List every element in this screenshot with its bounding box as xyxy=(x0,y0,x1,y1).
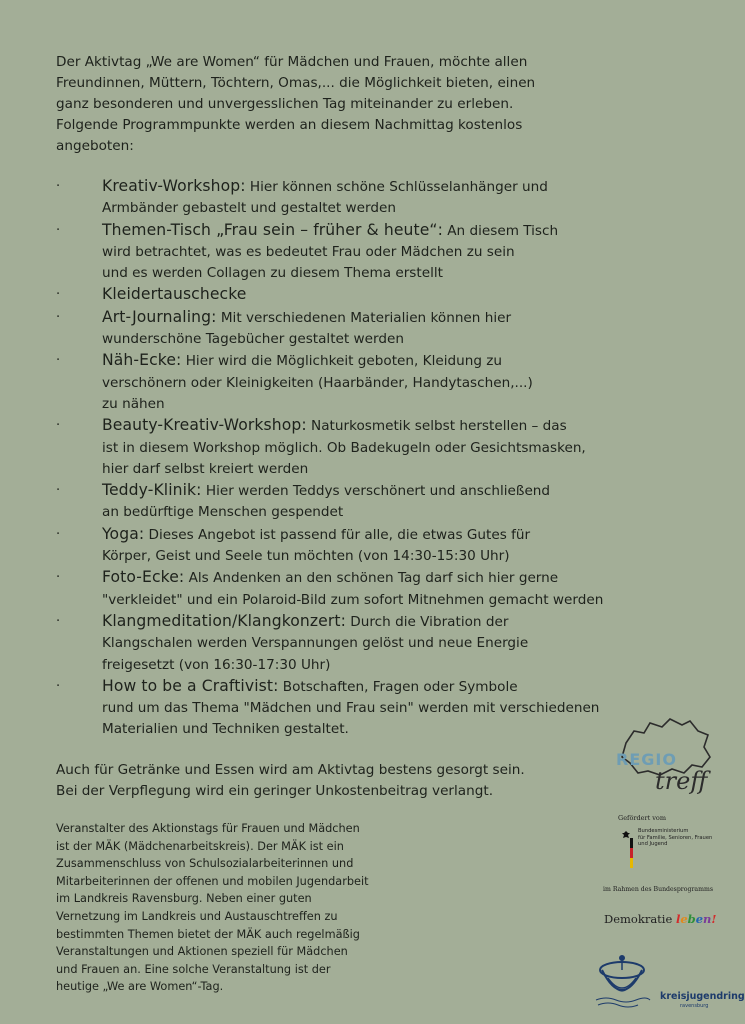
program-item-title: Beauty-Kreativ-Workshop: xyxy=(102,416,307,435)
program-item-text: ist in diesem Workshop möglich. Ob Badekugeln oder Gesichtsmasken, xyxy=(102,439,586,456)
intro-line: angeboten: xyxy=(56,138,134,154)
program-item xyxy=(56,524,616,568)
program-item-text: Mit verschiedenen Materialien können hier xyxy=(216,309,512,326)
bmfsfj-line: Bundesministerium xyxy=(638,828,689,834)
program-item-text: An diesem Tisch xyxy=(442,222,559,239)
bmfsfj-text xyxy=(638,828,724,848)
kreisjugendring-logo-icon xyxy=(592,950,652,1010)
bullet-marker: · xyxy=(56,287,61,303)
program-item-title: Foto-Ecke: xyxy=(102,568,185,587)
program-item-text: wird betrachtet, was es bedeutet Frau oder Mädchen zu sein xyxy=(102,243,515,260)
bullet-marker: · xyxy=(56,222,61,238)
bullet-marker: · xyxy=(56,353,61,369)
eagle-icon xyxy=(622,831,630,839)
program-item-title: Art-Journaling: xyxy=(102,307,217,326)
program-item-text: und es werden Collagen zu diesem Thema erstellt xyxy=(102,265,443,282)
program-item-text: Hier werden Teddys verschönert und anschließend xyxy=(201,483,551,500)
flag-bar xyxy=(630,838,633,868)
bullet-marker: · xyxy=(56,309,61,325)
kreisjugendring-subtext: ravensburg xyxy=(680,1003,709,1009)
bullet-marker: · xyxy=(56,483,61,499)
closing-line: Bei der Verpflegung wird ein geringer Unkostenbeitrag verlangt. xyxy=(56,783,494,799)
bullet-marker: · xyxy=(56,526,61,542)
program-item-title: Yoga: xyxy=(102,524,145,543)
program-item xyxy=(56,480,616,524)
organizer-line: Mitarbeiterinnen der offenen und mobilen Jugendarbeit xyxy=(56,874,369,888)
program-item xyxy=(56,350,616,415)
program-list xyxy=(56,176,616,741)
organizer-line: und Frauen an. Eine solche Veranstaltung ist der xyxy=(56,962,331,976)
program-item-title: Kleidertauschecke xyxy=(102,285,247,304)
program-item-title: Näh-Ecke: xyxy=(102,351,182,370)
program-item-title: Teddy-Klinik: xyxy=(102,481,202,500)
program-item-text: Dieses Angebot ist passend für alle, die etwas Gutes für xyxy=(144,526,531,543)
bmfsfj-line: für Familie, Senioren, Frauen xyxy=(638,834,713,841)
bullet-marker: · xyxy=(56,179,61,194)
intro-line: Der Aktivtag „We are Women“ für Mädchen und Frauen, möchte allen xyxy=(56,54,528,70)
intro-line: Folgende Programmpunkte werden an diesem Nachmittag kostenlos xyxy=(56,117,523,133)
program-item xyxy=(56,611,616,676)
organizer-line: bestimmten Themen bietet der MÄK auch regelmäßig xyxy=(56,927,360,941)
program-item xyxy=(56,176,616,220)
program-item xyxy=(56,220,616,285)
leben-text: leben! xyxy=(675,912,717,926)
closing-text xyxy=(56,760,656,802)
bullet-marker: · xyxy=(56,570,61,586)
demokratie-text: Demokratie xyxy=(604,912,673,926)
program-item-text: Körper, Geist und Seele tun möchten (von 14:30-15:30 Uhr) xyxy=(102,548,510,565)
kreisjugendring-text: kreisjugendring xyxy=(660,991,745,1002)
program-item-text: Als Andenken an den schönen Tag darf sich hier gerne xyxy=(184,570,559,587)
demokratie-leben-logo xyxy=(604,912,716,926)
program-item xyxy=(56,284,616,306)
organizer-line: Veranstaltungen und Aktionen speziell für Mädchen xyxy=(56,945,348,959)
intro-text xyxy=(56,52,656,157)
program-item-text: rund um das Thema "Mädchen und Frau sein" werden mit verschiedenen xyxy=(102,700,600,717)
organizer-text xyxy=(56,820,376,996)
organizer-line: Zusammenschluss von Schulsozialarbeiterinnen und xyxy=(56,857,354,871)
organizer-line: ist der MÄK (Mädchenarbeitskreis). Der MÄK ist ein xyxy=(56,839,344,853)
program-item-text: Klangschalen werden Verspannungen gelöst und neue Energie xyxy=(102,635,529,652)
program-item-text: an bedürftige Menschen gespendet xyxy=(102,504,344,521)
bullet-marker: · xyxy=(56,678,61,694)
bmfsfj-logo xyxy=(622,828,722,868)
program-item-text: Durch die Vibration der xyxy=(345,613,509,630)
organizer-line: im Landkreis Ravensburg. Neben einer guten xyxy=(56,892,312,906)
program-item xyxy=(56,567,616,611)
program-item-title: Kreativ-Workshop: xyxy=(102,177,246,195)
intro-line: ganz besonderen und unvergesslichen Tag miteinander zu erleben. xyxy=(56,96,514,112)
organizer-line: Vernetzung im Landkreis und Austauschtreffen zu xyxy=(56,909,338,923)
regio-logo-text: REGIO xyxy=(616,750,677,769)
closing-line: Auch für Getränke und Essen wird am Aktivtag bestens gesorgt sein. xyxy=(56,762,525,778)
program-item-text: wunderschöne Tagebücher gestaltet werden xyxy=(102,331,404,348)
organizer-line: heutige „We are Women“-Tag. xyxy=(56,980,224,994)
program-item-text: Naturkosmetik selbst herstellen – das xyxy=(306,418,567,435)
bullet-marker: · xyxy=(56,418,61,434)
program-item-text: "verkleidet" und ein Polaroid-Bild zum sofort Mitnehmen gemacht werden xyxy=(102,591,604,608)
program-item xyxy=(56,415,616,480)
bullet-marker: · xyxy=(56,613,61,629)
intro-line: Freundinnen, Müttern, Töchtern, Omas,... die Möglichkeit bieten, einen xyxy=(56,75,536,91)
program-item-text: Botschaften, Fragen oder Symbole xyxy=(278,678,518,695)
program-item-title: Themen-Tisch „Frau sein – früher & heute“: xyxy=(102,220,443,239)
program-item-text: zu nähen xyxy=(102,395,165,412)
program-item-title: Klangmeditation/Klangkonzert: xyxy=(102,611,346,630)
bmfsfj-line: und Jugend xyxy=(638,841,668,848)
program-item xyxy=(56,676,616,741)
funded-by-label: Gefördert vom xyxy=(618,814,667,822)
program-item-text: verschönern oder Kleinigkeiten (Haarbänder, Handytaschen,...) xyxy=(102,374,533,391)
treff-logo-text: treff xyxy=(655,767,708,795)
program-item xyxy=(56,307,616,351)
program-item-title: How to be a Craftivist: xyxy=(102,676,279,695)
program-item-text: hier darf selbst kreiert werden xyxy=(102,460,309,477)
program-item-text: freigesetzt (von 16:30-17:30 Uhr) xyxy=(102,656,331,673)
organizer-line: Veranstalter des Aktionstags für Frauen und Mädchen xyxy=(56,822,360,835)
program-item-text: Hier wird die Möglichkeit geboten, Kleidung zu xyxy=(181,353,503,370)
program-item-text: Hier können schöne Schlüsselanhänger und xyxy=(245,179,548,195)
program-item-text: Materialien und Techniken gestaltet. xyxy=(102,721,349,738)
program-frame-label: im Rahmen des Bundesprogramms xyxy=(603,886,714,893)
program-item-text: Armbänder gebastelt und gestaltet werden xyxy=(102,200,396,217)
